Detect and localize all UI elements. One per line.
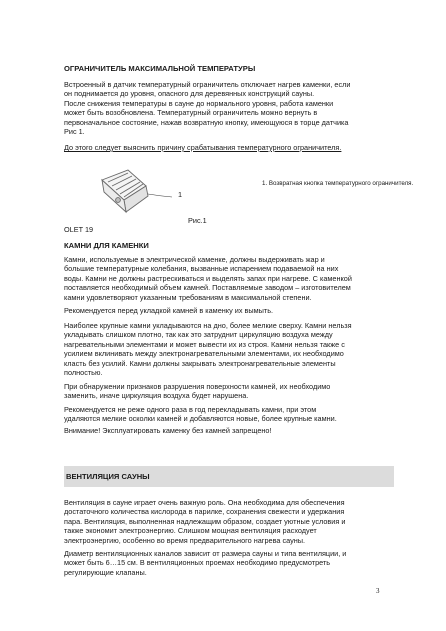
- text-line: При обнаружении признаков разрушения поверхности камней, их необходимо: [64, 382, 331, 391]
- section-heading: ОГРАНИЧИТЕЛЬ МАКСИМАЛЬНОЙ ТЕМПЕРАТУРЫ: [64, 64, 256, 73]
- text-line: также экономит электроэнергию. Слишком мощная вентиляция расходует: [64, 526, 317, 536]
- text-line: Рекомендуется не реже одного раза в год перекладывать камни, при этом: [64, 405, 317, 414]
- text-line: Рис 1.: [64, 127, 85, 137]
- limiter-paragraph-1: [64, 80, 394, 99]
- text-line: может быть 6…15 см. В вентиляционных проемах необходимо предусмотреть: [64, 558, 331, 568]
- text-line: Диаметр вентиляционных каналов зависит от размера сауны и типа вентиляции, и: [64, 549, 347, 558]
- section-stones: [64, 241, 394, 251]
- text-line: воды. Камни не должны растрескиваться и выделять запах при нагреве. С каменкой: [64, 273, 352, 283]
- limiter-paragraph-2: [64, 99, 394, 137]
- ventilation-heading-band: [64, 466, 394, 487]
- stones-paragraph-2: [64, 306, 394, 315]
- text-line: класть без усилий. Камни должны закрывать электронагревательные элементы: [64, 358, 336, 368]
- figure-caption: Рис.1: [188, 216, 207, 225]
- text-line: удаляются мелкие осколки камней и добавляются новые, более крупные камни.: [64, 414, 337, 424]
- text-line: Вентиляция в сауне играет очень важную роль. Она необходима для обеспечения: [64, 498, 345, 507]
- page-number: 3: [376, 587, 380, 595]
- text-line: Наиболее крупные камни укладываются на дно, более мелкие сверху. Камни нельзя: [64, 321, 352, 330]
- stones-paragraph-5: [64, 405, 394, 424]
- stones-paragraph-3: [64, 321, 394, 377]
- text-line: может быть возобновлена. Температурный ограничитель можно вернуть в: [64, 108, 318, 118]
- text-line: Встроенный в датчик температурный ограничитель отключает нагрев каменки, если: [64, 80, 351, 89]
- text-line: регулирующие клапаны.: [64, 567, 147, 577]
- text-line: Внимание! Эксплуатировать каменку без камней запрещено!: [64, 426, 272, 435]
- text-line: он поднимается до уровня, опасного для деревянных конструкций сауны.: [64, 89, 315, 99]
- section-heading: ВЕНТИЛЯЦИЯ САУНЫ: [66, 472, 150, 481]
- text-line: усилием вклинивать между электронагревательными элементами, их необходимо: [64, 349, 344, 359]
- section-heading: КАМНИ ДЛЯ КАМЕНКИ: [64, 241, 149, 250]
- text-line: укладывать слишком плотно, так как это затруднит циркуляцию воздуха между: [64, 330, 333, 340]
- text-line: первоначальное состояние, нажав возвратную кнопку, имеющуюся в торце датчика: [64, 117, 349, 127]
- sensor-illustration: [88, 166, 188, 222]
- section-temperature-limiter: [64, 64, 394, 74]
- text-line: камни удовлетворяют указанным требованиям в максимальной степени.: [64, 292, 312, 302]
- text-line: поставляется необходимый объем камней. Поставляемые заводом – изготовителем: [64, 283, 351, 293]
- ventilation-paragraph-1: [64, 498, 394, 545]
- text-line: пара. Вентиляция, выполненная надлежащим образом, создает уютные условия и: [64, 516, 346, 526]
- model-label: OLET 19: [64, 225, 94, 234]
- text-line: нагревательными элементами и может вывести их из строя. Камни нельзя также с: [64, 339, 345, 349]
- text-line: заменить, иначе циркуляция воздуха будет нарушена.: [64, 391, 249, 401]
- stones-paragraph-1: [64, 255, 394, 302]
- text-line: большие температурные колебания, вызванные испарением подаваемой на них: [64, 264, 339, 274]
- stones-warning: [64, 426, 394, 435]
- text-line: полностью.: [64, 368, 103, 378]
- underlined-note: До этого следует выяснить причину срабатывания температурного ограничителя.: [64, 143, 342, 152]
- ventilation-paragraph-2: [64, 549, 394, 577]
- callout-number: 1: [178, 190, 183, 199]
- stones-paragraph-4: [64, 382, 394, 401]
- text-line: Камни, используемые в электрической каменке, должны выдерживать жар и: [64, 255, 325, 264]
- text-line: достаточного количества кислорода в парилке, сохранения свежести и удержания: [64, 507, 345, 517]
- figure-legend: 1. Возвратная кнопка температурного ограничителя.: [262, 180, 414, 187]
- text-line: Рекомендуется перед укладкой камней в каменку их вымыть.: [64, 306, 274, 315]
- text-line: электроэнергию, особенно во время предварительного нагрева сауны.: [64, 535, 306, 545]
- limiter-note: [64, 143, 394, 152]
- text-line: После снижения температуры в сауне до нормального уровня, работа каменки: [64, 99, 334, 108]
